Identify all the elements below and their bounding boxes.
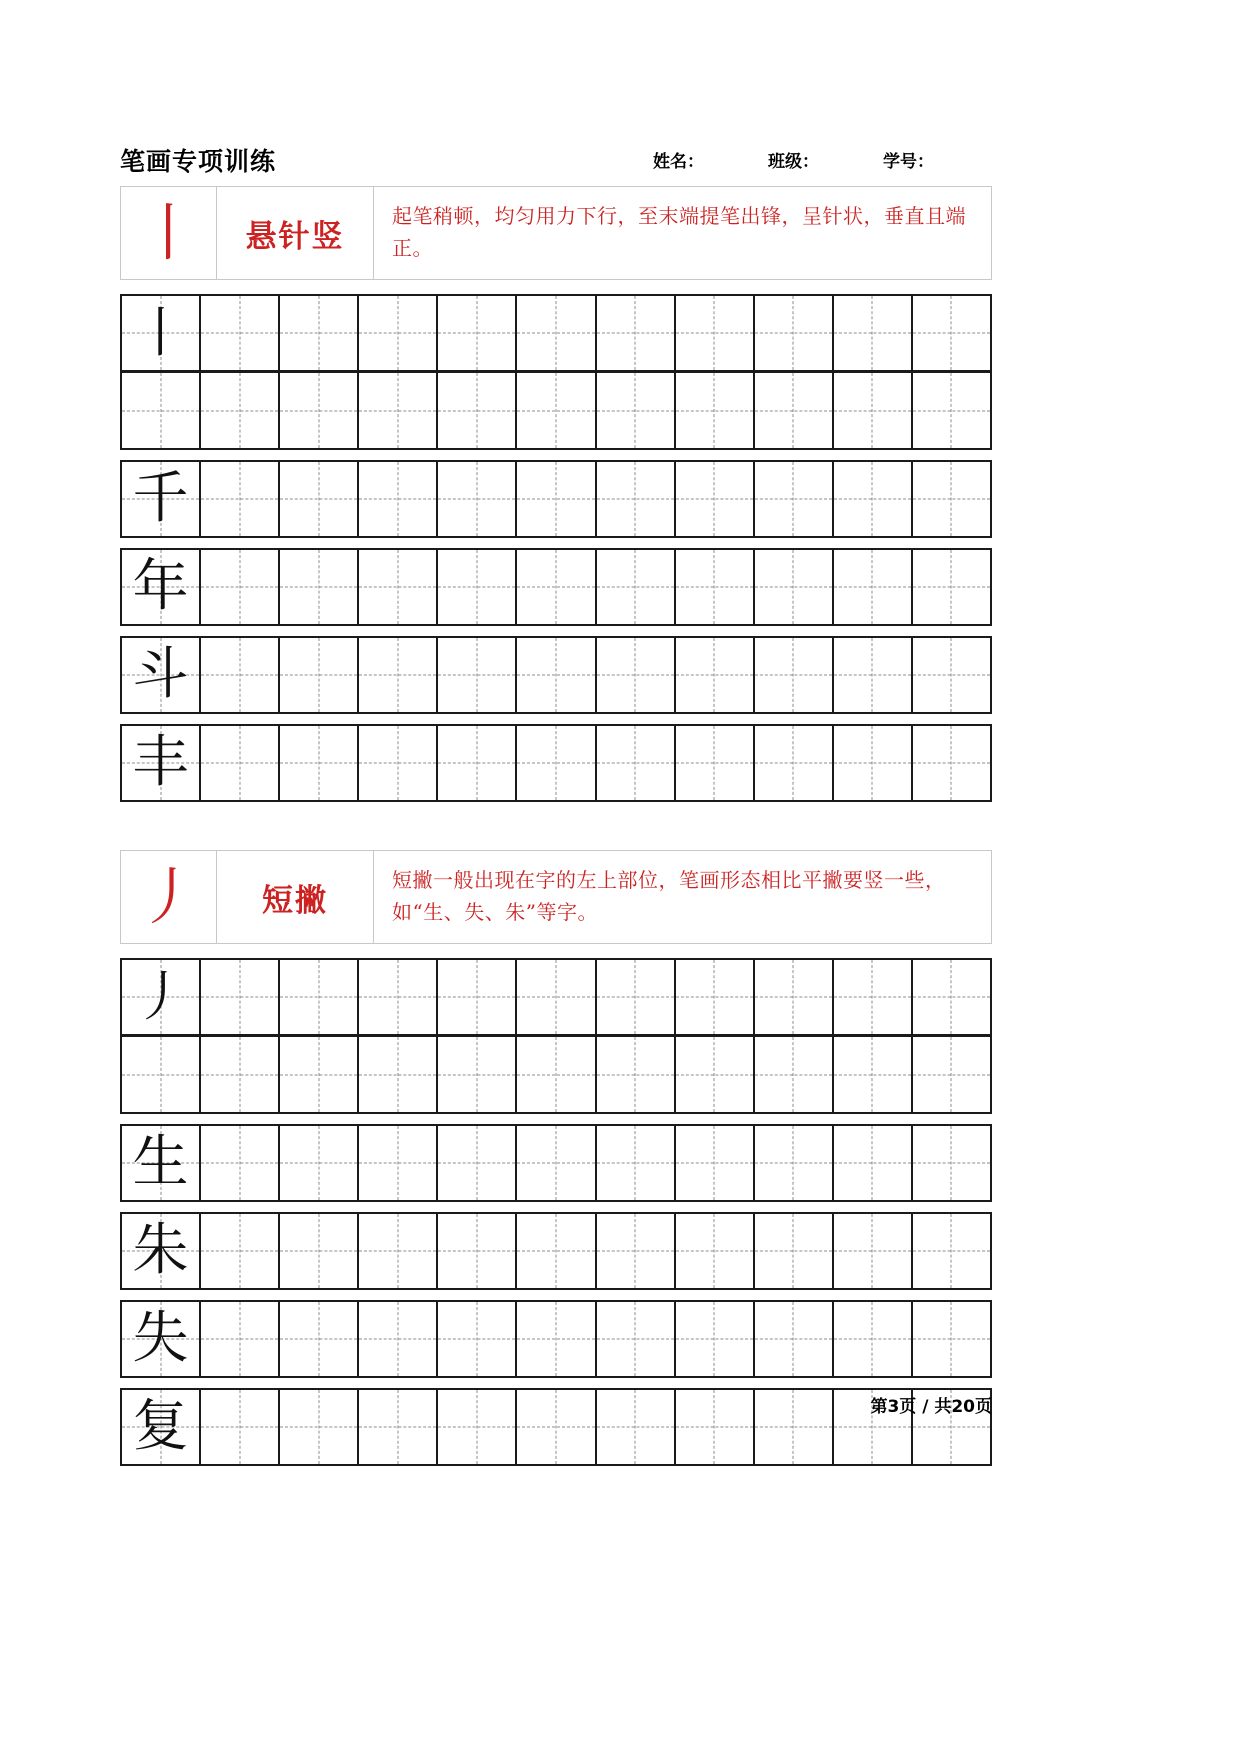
practice-cell[interactable] xyxy=(201,296,280,370)
practice-cell[interactable] xyxy=(280,1037,359,1112)
stroke-description-2: 短撇一般出现在字的左上部位，笔画形态相比平撇要竖一些，如“生、失、朱”等字。 xyxy=(392,868,946,924)
practice-cell[interactable] xyxy=(280,296,359,370)
practice-cell[interactable] xyxy=(676,1214,755,1288)
practice-cell[interactable] xyxy=(122,1037,201,1112)
practice-row xyxy=(120,548,992,626)
practice-cell[interactable] xyxy=(201,726,280,800)
practice-cell[interactable] xyxy=(597,638,676,712)
practice-cell[interactable] xyxy=(676,373,755,448)
stroke-name-cell-1 xyxy=(217,187,374,279)
practice-row xyxy=(120,372,992,450)
practice-cell[interactable] xyxy=(438,638,517,712)
practice-row xyxy=(120,460,992,538)
practice-cell[interactable] xyxy=(517,1302,596,1376)
practice-cell[interactable] xyxy=(755,1126,834,1200)
practice-cell[interactable] xyxy=(597,1214,676,1288)
practice-cell[interactable] xyxy=(676,1126,755,1200)
practice-cell[interactable] xyxy=(676,296,755,370)
practice-model-character: 失 xyxy=(132,1306,189,1371)
practice-cell[interactable] xyxy=(834,960,913,1034)
practice-row xyxy=(120,1036,992,1114)
practice-cell[interactable] xyxy=(597,1037,676,1112)
practice-cell[interactable] xyxy=(438,462,517,536)
practice-row xyxy=(120,1212,992,1290)
practice-cell[interactable] xyxy=(834,296,913,370)
practice-cell[interactable] xyxy=(755,296,834,370)
practice-cell[interactable] xyxy=(517,960,596,1034)
page-title: 笔画专项训练 xyxy=(120,147,277,176)
practice-cell[interactable] xyxy=(517,638,596,712)
practice-cell[interactable] xyxy=(597,1126,676,1200)
practice-cell[interactable] xyxy=(755,550,834,624)
practice-cell[interactable] xyxy=(438,373,517,448)
stroke-description-1: 起笔稍顿，均匀用力下行，至末端提笔出锋，呈针状，垂直且端正。 xyxy=(392,204,966,260)
practice-cell[interactable] xyxy=(122,462,201,536)
practice-model-character: 斗 xyxy=(132,642,189,707)
practice-cell[interactable] xyxy=(517,373,596,448)
practice-cell[interactable] xyxy=(359,1126,438,1200)
practice-cell[interactable] xyxy=(913,550,992,624)
practice-cell[interactable] xyxy=(834,1214,913,1288)
practice-cell[interactable] xyxy=(597,373,676,448)
practice-cell[interactable] xyxy=(122,296,201,370)
practice-cell[interactable] xyxy=(517,726,596,800)
practice-cell[interactable] xyxy=(280,638,359,712)
practice-cell[interactable] xyxy=(913,462,992,536)
practice-cell[interactable] xyxy=(280,1214,359,1288)
practice-cell[interactable] xyxy=(280,373,359,448)
practice-cell[interactable] xyxy=(913,1302,992,1376)
practice-model-character: 年 xyxy=(132,554,189,619)
practice-cell[interactable] xyxy=(517,550,596,624)
practice-cell[interactable] xyxy=(359,960,438,1034)
practice-cell[interactable] xyxy=(597,296,676,370)
practice-model-character: 生 xyxy=(132,1130,189,1195)
practice-cell[interactable] xyxy=(359,296,438,370)
practice-cell[interactable] xyxy=(201,550,280,624)
practice-cell[interactable] xyxy=(913,373,992,448)
practice-cell[interactable] xyxy=(359,1037,438,1112)
practice-cell[interactable] xyxy=(597,726,676,800)
practice-cell[interactable] xyxy=(676,1302,755,1376)
practice-model-character: 朱 xyxy=(132,1218,189,1283)
section-divider-space xyxy=(120,802,992,850)
practice-cell[interactable] xyxy=(597,550,676,624)
footer xyxy=(120,1392,992,1417)
practice-cell[interactable] xyxy=(201,1126,280,1200)
practice-cell[interactable] xyxy=(359,638,438,712)
stroke-info-box-2 xyxy=(120,850,992,944)
practice-row xyxy=(120,1124,992,1202)
practice-cell[interactable] xyxy=(280,960,359,1034)
practice-row xyxy=(120,724,992,802)
practice-cell[interactable] xyxy=(755,1037,834,1112)
practice-model-character: 复 xyxy=(132,1394,189,1459)
stroke-glyph-1: 丨 xyxy=(137,196,200,269)
practice-cell[interactable] xyxy=(517,296,596,370)
practice-cell[interactable] xyxy=(597,462,676,536)
practice-cell[interactable] xyxy=(913,638,992,712)
practice-grid-1 xyxy=(120,294,992,802)
stroke-glyph-cell-1 xyxy=(121,187,217,279)
practice-cell[interactable] xyxy=(755,1214,834,1288)
practice-cell[interactable] xyxy=(122,726,201,800)
practice-cell[interactable] xyxy=(676,1037,755,1112)
name-field-label: 姓名： xyxy=(653,152,704,172)
practice-cell[interactable] xyxy=(438,726,517,800)
practice-cell[interactable] xyxy=(201,462,280,536)
practice-row xyxy=(120,958,992,1036)
practice-cell[interactable] xyxy=(517,1126,596,1200)
practice-cell[interactable] xyxy=(676,960,755,1034)
stroke-desc-cell-1 xyxy=(374,187,991,279)
practice-cell[interactable] xyxy=(913,1214,992,1288)
practice-cell[interactable] xyxy=(359,1302,438,1376)
practice-model-character: 丨 xyxy=(133,301,188,364)
practice-cell[interactable] xyxy=(201,1037,280,1112)
practice-cell[interactable] xyxy=(834,462,913,536)
practice-cell[interactable] xyxy=(280,726,359,800)
practice-cell[interactable] xyxy=(834,373,913,448)
practice-cell[interactable] xyxy=(122,960,201,1034)
practice-cell[interactable] xyxy=(359,726,438,800)
practice-cell[interactable] xyxy=(913,960,992,1034)
stroke-name-cell-2 xyxy=(217,851,374,943)
page-number: 第3页 / 共20页 xyxy=(870,1397,992,1417)
practice-cell[interactable] xyxy=(201,960,280,1034)
practice-cell[interactable] xyxy=(676,726,755,800)
practice-cell[interactable] xyxy=(438,550,517,624)
practice-cell[interactable] xyxy=(834,1302,913,1376)
practice-cell[interactable] xyxy=(913,296,992,370)
practice-cell[interactable] xyxy=(201,1214,280,1288)
practice-cell[interactable] xyxy=(834,1126,913,1200)
stroke-info-box-1 xyxy=(120,186,992,280)
practice-cell[interactable] xyxy=(438,1214,517,1288)
practice-row xyxy=(120,1300,992,1378)
practice-cell[interactable] xyxy=(834,638,913,712)
practice-cell[interactable] xyxy=(280,550,359,624)
stroke-section-2 xyxy=(120,850,992,1466)
stroke-name-1: 悬针竖 xyxy=(245,218,345,255)
practice-row xyxy=(120,636,992,714)
practice-row xyxy=(120,294,992,372)
practice-cell[interactable] xyxy=(913,1037,992,1112)
practice-cell[interactable] xyxy=(438,960,517,1034)
practice-cell[interactable] xyxy=(676,638,755,712)
practice-cell[interactable] xyxy=(280,1126,359,1200)
practice-cell[interactable] xyxy=(122,1302,201,1376)
practice-cell[interactable] xyxy=(755,462,834,536)
practice-cell[interactable] xyxy=(201,373,280,448)
stroke-section-1 xyxy=(120,186,992,802)
stroke-desc-cell-2 xyxy=(374,851,991,943)
practice-cell[interactable] xyxy=(438,296,517,370)
practice-cell[interactable] xyxy=(122,638,201,712)
practice-cell[interactable] xyxy=(834,726,913,800)
practice-cell[interactable] xyxy=(913,726,992,800)
student-info-fields xyxy=(653,147,992,174)
worksheet-content xyxy=(120,130,992,1466)
practice-cell[interactable] xyxy=(359,550,438,624)
practice-cell[interactable] xyxy=(280,1302,359,1376)
practice-cell[interactable] xyxy=(438,1302,517,1376)
practice-cell[interactable] xyxy=(517,462,596,536)
practice-cell[interactable] xyxy=(201,1302,280,1376)
practice-cell[interactable] xyxy=(122,1214,201,1288)
practice-cell[interactable] xyxy=(834,1037,913,1112)
class-field-label: 班级： xyxy=(768,152,819,172)
practice-cell[interactable] xyxy=(755,638,834,712)
practice-cell[interactable] xyxy=(834,550,913,624)
practice-cell[interactable] xyxy=(517,1214,596,1288)
practice-cell[interactable] xyxy=(438,1037,517,1112)
practice-cell[interactable] xyxy=(755,373,834,448)
stroke-name-2: 短撇 xyxy=(262,882,328,919)
practice-cell[interactable] xyxy=(517,1037,596,1112)
practice-cell[interactable] xyxy=(676,550,755,624)
stroke-glyph-2: 丿 xyxy=(137,860,200,933)
practice-cell[interactable] xyxy=(201,638,280,712)
practice-cell[interactable] xyxy=(676,462,755,536)
practice-cell[interactable] xyxy=(597,960,676,1034)
practice-cell[interactable] xyxy=(280,462,359,536)
sheet-header xyxy=(120,130,992,174)
practice-cell[interactable] xyxy=(359,462,438,536)
stroke-glyph-cell-2 xyxy=(121,851,217,943)
practice-cell[interactable] xyxy=(755,1302,834,1376)
practice-cell[interactable] xyxy=(755,960,834,1034)
practice-cell[interactable] xyxy=(755,726,834,800)
practice-grid-2 xyxy=(120,958,992,1466)
practice-cell[interactable] xyxy=(122,550,201,624)
practice-cell[interactable] xyxy=(359,373,438,448)
practice-model-character: 丰 xyxy=(132,730,189,795)
practice-cell[interactable] xyxy=(122,373,201,448)
practice-cell[interactable] xyxy=(597,1302,676,1376)
practice-cell[interactable] xyxy=(913,1126,992,1200)
practice-cell[interactable] xyxy=(122,1126,201,1200)
practice-model-character: 千 xyxy=(132,466,189,531)
student-id-field-label: 学号： xyxy=(883,152,934,172)
practice-cell[interactable] xyxy=(359,1214,438,1288)
practice-cell[interactable] xyxy=(438,1126,517,1200)
practice-model-character: 丿 xyxy=(133,965,188,1028)
